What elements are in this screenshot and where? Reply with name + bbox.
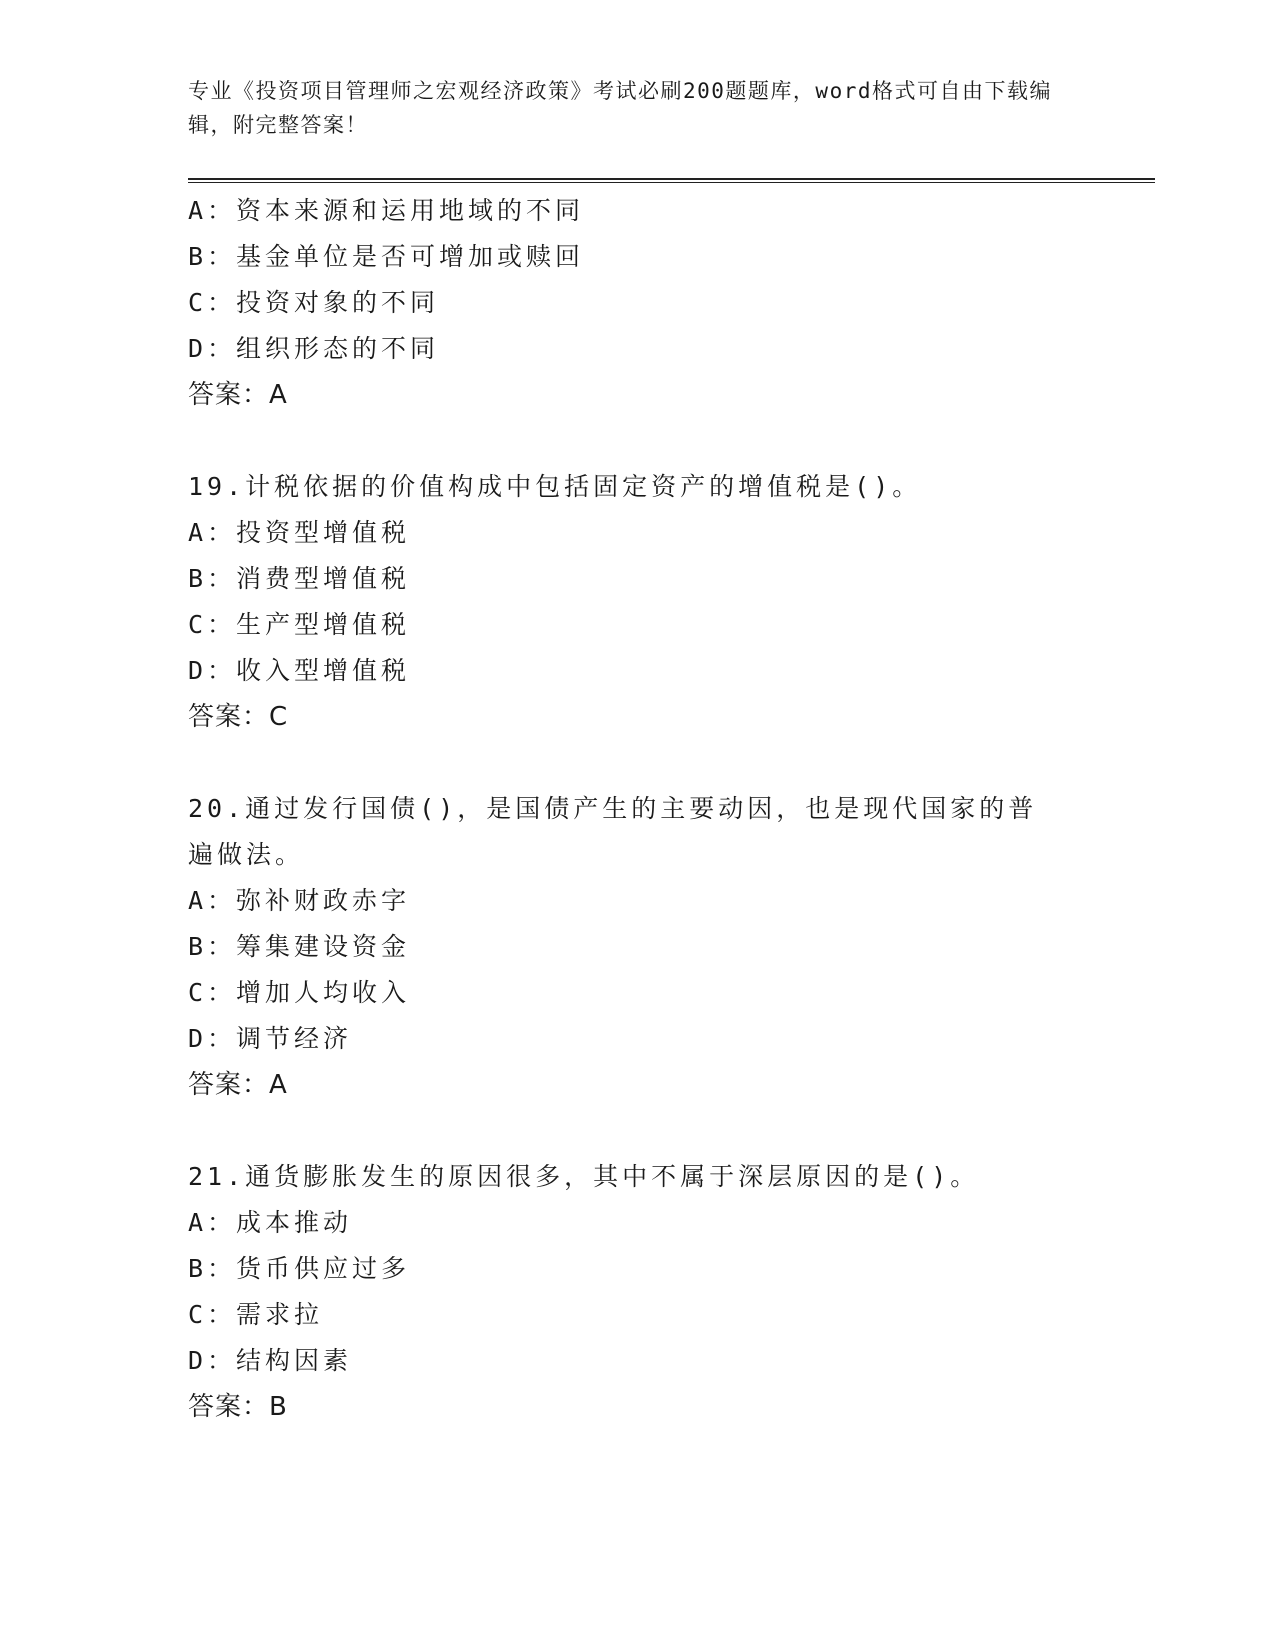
option-b: B：货币供应过多 [188,1254,411,1283]
question-spacer [188,418,1088,464]
option-d: D：收入型增值税 [188,656,411,685]
partial-question [188,188,1088,418]
answer-line: 答案：B [188,1392,288,1422]
question-19 [188,464,1088,740]
document-header: 专业《投资项目管理师之宏观经济政策》考试必刷200题题库，word格式可自由下载编辑，附完整答案！ [188,79,1052,137]
question-stem: 21.通货膨胀发生的原因很多，其中不属于深层原因的是()。 [188,1162,980,1191]
question-20 [188,786,1088,1108]
answer-line: 答案：C [188,702,289,732]
question-21 [188,1154,1088,1430]
option-d: D：结构因素 [188,1346,353,1375]
option-b: B：基金单位是否可增加或赎回 [188,242,585,271]
option-d: D：调节经济 [188,1024,353,1053]
answer-line: 答案：A [188,1070,288,1100]
option-c: C：增加人均收入 [188,978,411,1007]
option-a: A：弥补财政赤字 [188,886,411,915]
option-b: B：筹集建设资金 [188,932,411,961]
question-stem: 19.计税依据的价值构成中包括固定资产的增值税是()。 [188,472,922,501]
question-spacer [188,740,1088,786]
option-b: B：消费型增值税 [188,564,411,593]
option-a: A：成本推动 [188,1208,353,1237]
question-spacer [188,1108,1088,1154]
option-c: C：生产型增值税 [188,610,411,639]
option-a: A：投资型增值税 [188,518,411,547]
option-a: A：资本来源和运用地域的不同 [188,196,585,225]
option-c: C：投资对象的不同 [188,288,440,317]
option-c: C：需求拉 [188,1300,324,1329]
question-stem: 20.通过发行国债()，是国债产生的主要动因，也是现代国家的普遍做法。 [188,794,1038,869]
answer-line: 答案：A [188,380,288,410]
header-divider [188,178,1155,183]
question-list [188,188,1088,1430]
option-d: D：组织形态的不同 [188,334,440,363]
